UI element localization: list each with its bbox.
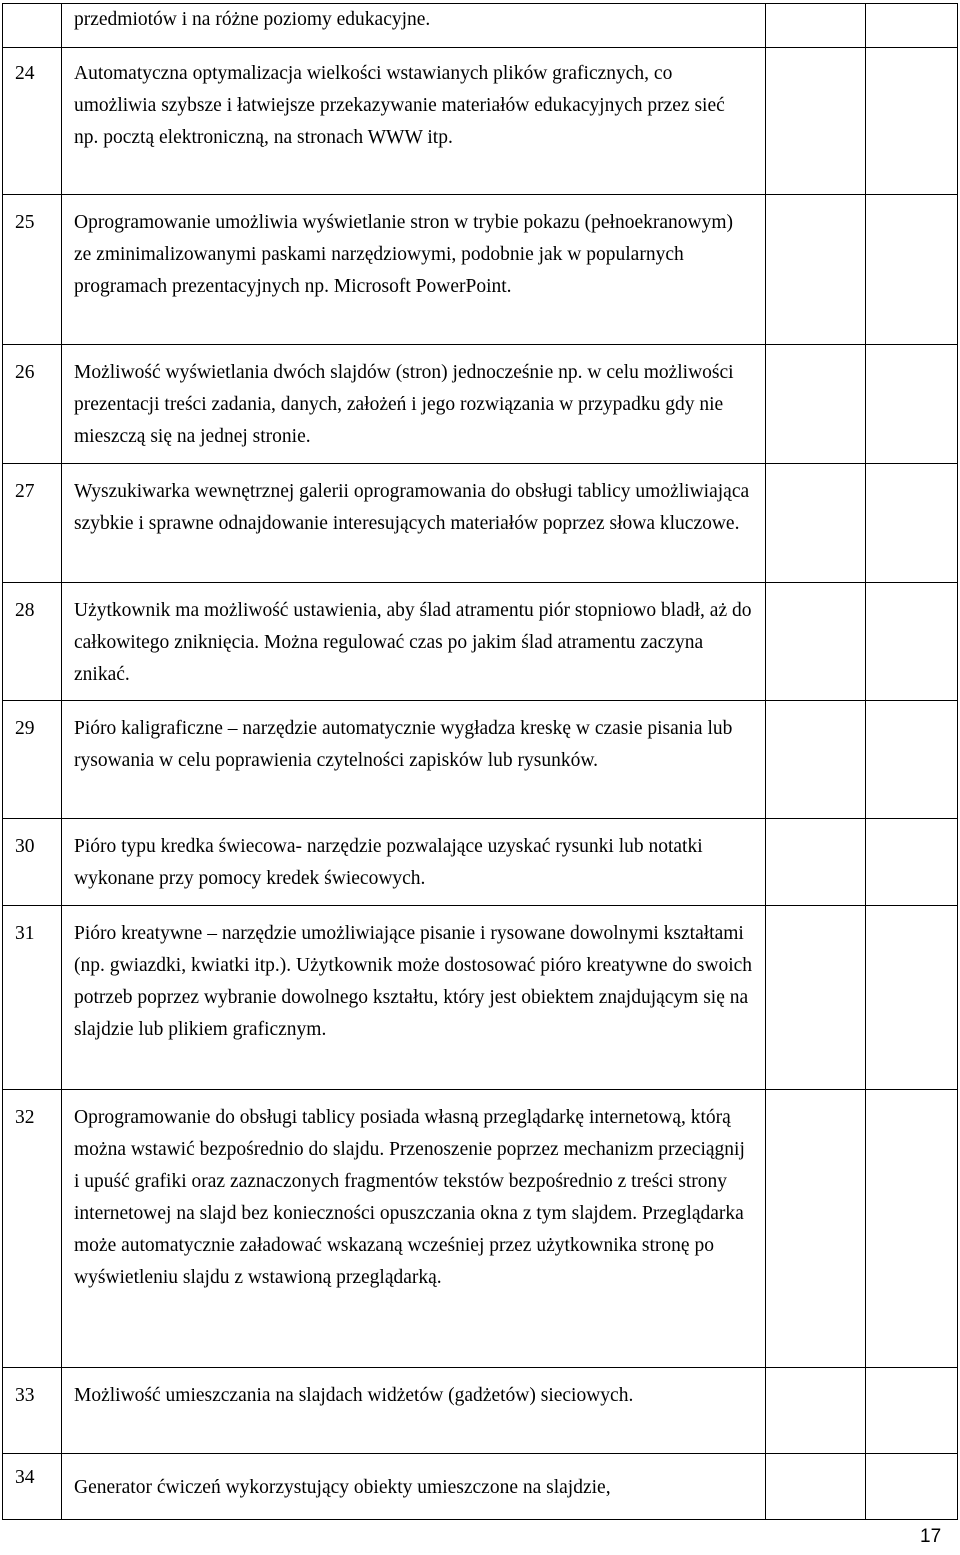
row-number: 32 [15,1107,35,1128]
row-number: 29 [15,718,35,739]
row-number: 28 [15,600,35,621]
row-number: 24 [15,63,35,84]
empty-cell [866,701,958,819]
empty-cell [766,464,866,583]
table-row [3,1368,958,1454]
row-description: Pióro kaligraficzne – narzędzie automatycznie wygładza kreskę w czasie pisania lub rysowania w celu poprawienia czytelności zapisków lub rysunków. [74,718,733,771]
empty-cell [766,583,866,701]
row-number: 25 [15,212,35,233]
table-row [3,906,958,1090]
row-description: przedmiotów i na różne poziomy edukacyjne. [74,9,431,30]
empty-cell [766,1454,866,1520]
row-description: Oprogramowanie do obsługi tablicy posiada własną przeglądarkę internetową, którą można wstawić bezpośrednio do slajdu. Przenoszenie poprzez mechanizm przeciągnij i upuść grafiki oraz zaznaczonych fragmentów tekstów bezpośrednio z treści strony internetowej na slajd bez konieczności opuszczania okna z tym slajdem. Przeglądarka może automatycznie załadować wskazaną wcześniej przez użytkownika stronę po wyświetleniu slajdu z wstawioną przeglądarką. [74,1107,745,1288]
table-row [3,583,958,701]
row-number: 30 [15,836,35,857]
empty-cell [866,1368,958,1454]
empty-cell [866,48,958,195]
row-description: Użytkownik ma możliwość ustawienia, aby ślad atramentu piór stopniowo bladł, aż do całkowitego zniknięcia. Można regulować czas po jakim ślad atramentu zaczyna znikać. [74,600,752,685]
row-description: Pióro typu kredka świecowa- narzędzie pozwalające uzyskać rysunki lub notatki wykonane przy pomocy kredek świecowych. [74,836,703,889]
empty-cell [866,583,958,701]
row-number: 27 [15,481,35,502]
table-row [3,48,958,195]
empty-cell [766,345,866,464]
empty-cell [766,1368,866,1454]
empty-cell [866,1454,958,1520]
empty-cell [766,701,866,819]
empty-cell [766,1090,866,1368]
row-description: Automatyczna optymalizacja wielkości wstawianych plików graficznych, co umożliwia szybsze i łatwiejsze przekazywanie materiałów edukacyjnych przez sieć np. pocztą elektroniczną, na stronach WWW itp. [74,63,725,148]
page-number: 17 [920,1526,942,1547]
row-number: 34 [15,1467,35,1488]
row-number: 26 [15,362,35,383]
row-description: Wyszukiwarka wewnętrznej galerii oprogramowania do obsługi tablicy umożliwiająca szybkie i sprawne odnajdowanie interesujących materiałów poprzez słowa kluczowe. [74,481,750,534]
empty-cell [766,4,866,48]
empty-cell [866,1090,958,1368]
empty-cell [866,4,958,48]
row-description: Generator ćwiczeń wykorzystujący obiekty umieszczone na slajdzie, [74,1477,611,1498]
row-description: Pióro kreatywne – narzędzie umożliwiające pisanie i rysowane dowolnymi kształtami (np. gwiazdki, kwiatki itp.). Użytkownik może dostosować pióro kreatywne do swoich potrzeb poprzez wybranie dowolnego kształtu, który jest obiektem znajdującym się na slajdzie lub plikiem graficznym. [74,923,753,1040]
row-number: 31 [15,923,35,944]
row-description: Oprogramowanie umożliwia wyświetlanie stron w trybie pokazu (pełnoekranowym) ze zminimalizowanymi paskami narzędziowymi, podobnie jak w popularnych programach prezentacyjnych np. Microsoft PowerPoint. [74,212,734,297]
row-description: Możliwość umieszczania na slajdach widżetów (gadżetów) sieciowych. [74,1385,634,1406]
empty-cell [866,464,958,583]
row-number [3,4,61,6]
empty-cell [866,819,958,906]
empty-cell [866,906,958,1090]
table-row [3,345,958,464]
empty-cell [866,345,958,464]
empty-cell [766,819,866,906]
specification-table [2,3,958,1520]
table-row [3,1454,958,1520]
table-row [3,464,958,583]
empty-cell [866,195,958,345]
empty-cell [766,48,866,195]
row-number: 33 [15,1385,35,1406]
table-row [3,1090,958,1368]
empty-cell [766,906,866,1090]
empty-cell [766,195,866,345]
table-row [3,701,958,819]
table-row [3,819,958,906]
table-row [3,195,958,345]
table-row [3,4,958,48]
row-description: Możliwość wyświetlania dwóch slajdów (stron) jednocześnie np. w celu możliwości prezentacji treści zadania, danych, założeń i jego rozwiązania w przypadku gdy nie mieszczą się na jednej stronie. [74,362,734,447]
